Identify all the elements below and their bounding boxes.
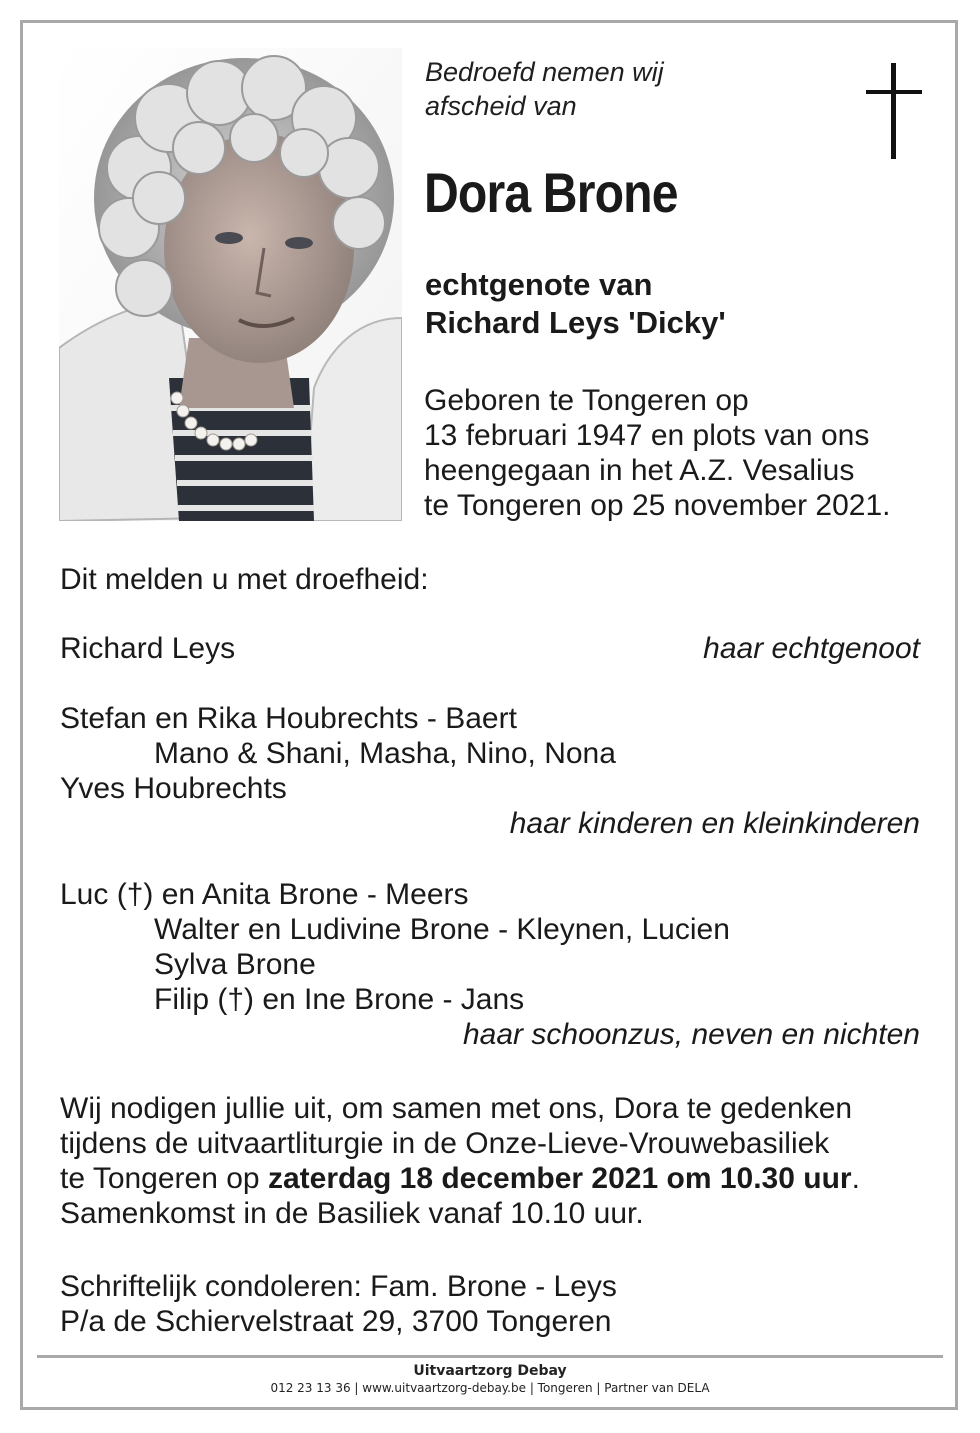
- ceremony-date: zaterdag 18 december 2021 om 10.30 uur: [267, 1162, 852, 1195]
- spouse-block: [425, 266, 726, 342]
- family-member: Sylva Brone: [154, 948, 316, 981]
- family-in-laws: [60, 877, 920, 1052]
- ceremony-line: tijdens de uitvaartliturgie in de Onze-Lieve-Vrouwebasiliek: [60, 1127, 830, 1160]
- spouse-intro: echtgenote van: [425, 267, 653, 302]
- intro-line: afscheid van: [425, 91, 577, 121]
- ceremony-info: [60, 1091, 920, 1231]
- family-member: Stefan en Rika Houbrechts - Baert: [60, 702, 517, 735]
- condolence-line: Schriftelijk condoleren: Fam. Brone - Leys: [60, 1270, 617, 1303]
- funeral-company: Uitvaartzorg Debay: [413, 1363, 567, 1379]
- portrait-photo: [59, 48, 402, 521]
- ceremony-line: Samenkomst in de Basiliek vanaf 10.10 uur.: [60, 1197, 644, 1230]
- birth-line: 13 februari 1947 en plots van ons: [424, 419, 870, 452]
- footer: [37, 1362, 943, 1397]
- spouse-name: Richard Leys 'Dicky': [425, 305, 726, 340]
- birth-line: Geboren te Tongeren op: [424, 384, 749, 417]
- family-role: haar kinderen en kleinkinderen: [509, 807, 920, 840]
- ceremony-text: te Tongeren op: [60, 1162, 268, 1195]
- ceremony-text: .: [851, 1162, 860, 1195]
- deceased-name: Dora Brone: [424, 161, 678, 224]
- family-children: [60, 701, 920, 841]
- family-member: Filip (†) en Ine Brone - Jans: [154, 983, 525, 1016]
- family-member: Richard Leys: [60, 632, 236, 665]
- ceremony-line: [60, 1161, 920, 1196]
- funeral-contact: 012 23 13 36 | www.uitvaartzorg-debay.be | Tongeren | Partner van DELA: [270, 1381, 710, 1395]
- family-member: Yves Houbrechts: [60, 772, 287, 805]
- intro-text: [425, 55, 664, 123]
- birth-line: heengegaan in het A.Z. Vesalius: [424, 454, 855, 487]
- condolences: [60, 1269, 920, 1339]
- ceremony-line: Wij nodigen jullie uit, om samen met ons, Dora te gedenken: [60, 1092, 853, 1125]
- family-role: haar schoonzus, neven en nichten: [463, 1018, 920, 1051]
- family-member: Mano & Shani, Masha, Nino, Nona: [154, 737, 616, 770]
- family-member: Walter en Ludivine Brone - Kleynen, Lucien: [154, 913, 730, 946]
- family-member: Luc (†) en Anita Brone - Meers: [60, 878, 469, 911]
- family-spouse: [60, 631, 920, 666]
- birth-info: [424, 383, 890, 523]
- family-role: haar echtgenoot: [703, 632, 920, 665]
- announcement-intro: [60, 562, 920, 597]
- cross-icon: [866, 63, 922, 159]
- condolence-address: P/a de Schiervelstraat 29, 3700 Tongeren: [60, 1305, 612, 1338]
- announcement-line: Dit melden u met droefheid:: [60, 563, 429, 596]
- footer-divider: [37, 1355, 943, 1358]
- birth-line: te Tongeren op 25 november 2021.: [424, 489, 891, 522]
- intro-line: Bedroefd nemen wij: [425, 57, 664, 87]
